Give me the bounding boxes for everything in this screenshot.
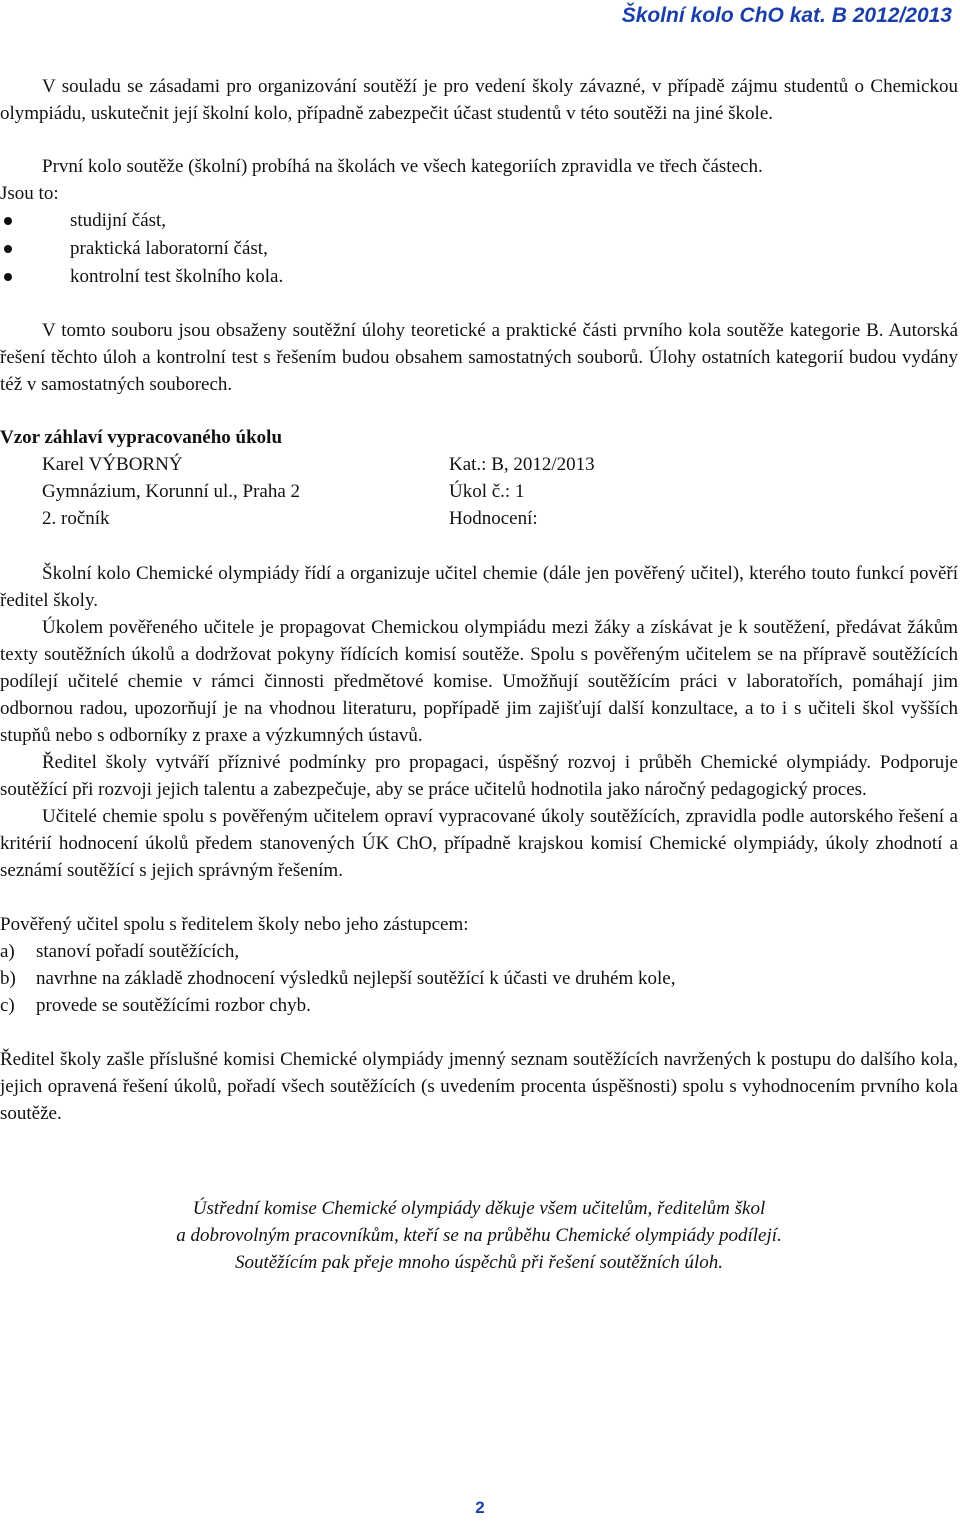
rounds-list (0, 207, 958, 291)
page-number: 2 (475, 1498, 485, 1517)
thanks-line: Ústřední komise Chemické olympiády děkuje všem učitelům, ředitelům škol (192, 1198, 766, 1219)
template-grade: 2. ročník (42, 508, 110, 529)
thanks-line: a dobrovolným pracovníkům, kteří se na průběhu Chemické olympiády podílejí. (176, 1225, 782, 1246)
organization-paragraph: Ředitel školy vytváří příznivé podmínky pro propagaci, úspěšný rozvoj i průběh Chemické olympiády. Podporuje soutěžící při rozvoji jejich talentu a zabezpečuje, aby se práce učitelů hodnotila jako náročný pedagogický proces. (0, 752, 958, 800)
organization-paragraph: Učitelé chemie spolu s pověřeným učitelem opraví vypracované úkoly soutěžících, zpravidla podle autorského řešení a kritérií hodnocení úkolů předem stanovených ÚK ChO, případně krajskou komisí Chemické olympiády, úkoly zhodnotí a seznámí soutěžící s jejich správným řešením. (0, 806, 958, 881)
thanks-line: Soutěžícím pak přeje mnoho úspěchů při řešení soutěžních úloh. (234, 1252, 724, 1273)
list-item: praktická laboratorní část, (0, 235, 958, 263)
rounds-paragraph: První kolo soutěže (školní) probíhá na školách ve všech kategoriích zpravidla ve třech částech. (42, 156, 763, 177)
thanks-note (0, 1195, 958, 1276)
template-header-row (0, 505, 958, 532)
template-name: Karel VÝBORNÝ (42, 454, 183, 475)
document-body (0, 73, 958, 1276)
organization-paragraph: Školní kolo Chemické olympiády řídí a organizuje učitel chemie (dále jen pověřený učitel), kterého touto funkcí pověří ředitel školy. (0, 563, 958, 611)
list-item: studijní část, (0, 207, 958, 235)
director-paragraph: Ředitel školy zašle příslušné komisi Chemické olympiády jmenný seznam soutěžících navržených k postupu do dalšího kola, jejich opravená řešení úkolů, pořadí všech soutěžících (s uvedením procenta úspěšnosti) spolu s vyhodnocením prvního kola soutěže. (0, 1049, 958, 1124)
list-item (0, 938, 958, 965)
file-info-paragraph: V tomto souboru jsou obsaženy soutěžní úlohy teoretické a praktické části prvního kola soutěže kategorie B. Autorská řešení těchto úloh a kontrolní test s řešením budou obsahem samostatných souborů. Úlohy ostatních kategorií budou vydány též v samostatných souborech. (0, 320, 958, 395)
rounds-lead: Jsou to: (0, 183, 59, 204)
list-letter: c) (0, 995, 15, 1016)
template-category: Kat.: B, 2012/2013 (449, 454, 595, 475)
list-letter: a) (0, 941, 15, 962)
list-item (0, 965, 958, 992)
template-header-row (0, 451, 958, 478)
list-text: provede se soutěžícími rozbor chyb. (36, 995, 311, 1016)
duties-list (0, 938, 958, 1019)
template-header-title: Vzor záhlaví vypracovaného úkolu (0, 427, 283, 448)
page-header-title: Školní kolo ChO kat. B 2012/2013 (621, 4, 952, 27)
organization-paragraph: Úkolem pověřeného učitele je propagovat Chemickou olympiádu mezi žáky a získávat je k soutěžení, předávat žákům texty soutěžních úkolů a dodržovat pokyny řídících komisí soutěže. Spolu s pověřeným učitelem se na přípravě soutěžících podílejí učitelé chemie v rámci činnosti předmětové komise. Umožňují soutěžícím práci v laboratořích, pomáhají jim odbornou radou, upozorňují je na vhodnou literaturu, popřípadě jim zajišťují další konzultace, a to i s učiteli škol vyšších stupňů nebo s odborníky z praxe a výzkumných ústavů. (0, 617, 958, 746)
intro-paragraph: V souladu se zásadami pro organizování soutěží je pro vedení školy závazné, v případě zájmu studentů o Chemickou olympiádu, uskutečnit její školní kolo, případně zabezpečit účast studentů v této soutěži na jiné škole. (0, 76, 958, 124)
duties-lead: Pověřený učitel spolu s ředitelem školy nebo jeho zástupcem: (0, 914, 469, 935)
template-header-row (0, 478, 958, 505)
list-item: kontrolní test školního kola. (0, 263, 958, 291)
list-text: navrhne na základě zhodnocení výsledků nejlepší soutěžící k účasti ve druhém kole, (36, 968, 676, 989)
list-item (0, 992, 958, 1019)
template-task-number: Úkol č.: 1 (449, 481, 525, 502)
list-text: stanoví pořadí soutěžících, (36, 941, 240, 962)
template-evaluation: Hodnocení: (449, 508, 538, 529)
template-school: Gymnázium, Korunní ul., Praha 2 (42, 481, 301, 502)
list-letter: b) (0, 968, 16, 989)
